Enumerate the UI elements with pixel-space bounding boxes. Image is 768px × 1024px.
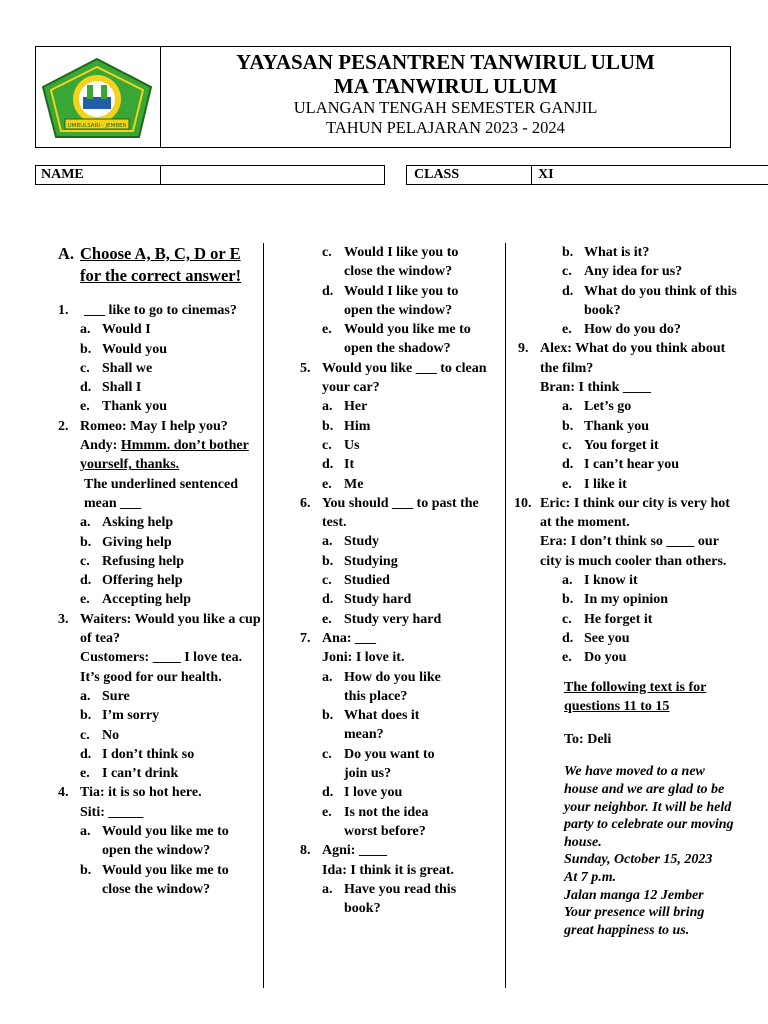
- name-label: NAME: [41, 167, 84, 182]
- option[interactable]: b. Him: [322, 418, 371, 434]
- option[interactable]: c. Us: [322, 437, 360, 453]
- option[interactable]: d. See you: [562, 630, 630, 646]
- question-8: 8. Agni: ____ Ida: I think it is great.: [300, 843, 454, 878]
- column-2: [300, 243, 500, 918]
- question-1-options: [58, 320, 263, 416]
- svg-text:UMBULSARI - JEMBER: UMBULSARI - JEMBER: [67, 123, 127, 129]
- passage-recipient: To: Deli: [564, 732, 612, 748]
- option[interactable]: b. Would you: [80, 341, 167, 357]
- option[interactable]: a. Sure: [80, 688, 130, 704]
- option[interactable]: c. Shall we: [80, 360, 153, 376]
- class-value: XI: [538, 167, 554, 182]
- option[interactable]: d. I can’t hear you: [562, 457, 680, 473]
- option[interactable]: e. Do you: [562, 650, 627, 666]
- exam-header: [35, 46, 731, 148]
- foundation-name: YAYASAN PESANTREN TANWIRUL ULUM: [236, 50, 655, 74]
- header-titles: [161, 47, 730, 147]
- class-label: CLASS: [414, 167, 460, 182]
- question-5: 5. Would you like ___ to clean your car?: [300, 360, 487, 396]
- question-7-options: [300, 668, 500, 842]
- option[interactable]: b. Thank you: [562, 418, 649, 434]
- option[interactable]: b. Giving help: [80, 534, 172, 550]
- question-6-options: [300, 532, 500, 628]
- option[interactable]: d. I don’t think so: [80, 746, 195, 762]
- question-8-options-cont: [540, 243, 765, 339]
- option[interactable]: d. Offering help: [80, 573, 183, 589]
- option[interactable]: a. I know it: [562, 573, 638, 589]
- option[interactable]: d. Study hard: [322, 592, 412, 608]
- name-field[interactable]: [35, 165, 385, 185]
- option[interactable]: b. I’m sorry: [80, 708, 160, 724]
- school-logo-icon: [41, 57, 154, 139]
- option[interactable]: a. Would I: [80, 322, 151, 338]
- option[interactable]: a. Have you read this book?: [322, 881, 457, 917]
- school-logo-cell: [36, 47, 161, 147]
- option[interactable]: c. Any idea for us?: [562, 264, 683, 280]
- option[interactable]: c. You forget it: [562, 437, 659, 453]
- question-2: 2. Romeo: May I help you? Andy: Hmmm. don’t bother yourself, thanks. The underlined sentenced mean ___: [58, 418, 249, 511]
- option[interactable]: d. Would I like you to open the window?: [322, 283, 459, 318]
- option[interactable]: c. No: [80, 727, 120, 743]
- option[interactable]: a. Let’s go: [562, 399, 632, 415]
- option[interactable]: e. I can’t drink: [80, 766, 179, 782]
- option[interactable]: e. I like it: [562, 476, 627, 492]
- passage-body: We have moved to a new house and we are glad to be your neighbor. It will be held party to celebrate our moving house. Sunday, October 15, 2023 At 7 p.m. Jalan manga 12 Jember Your presence will bring great happiness to us.: [564, 764, 734, 938]
- question-10: 10. Eric: I think our city is very hot at the moment. Era: I don’t think so ____ our city is much cooler than others.: [514, 495, 730, 569]
- option[interactable]: e. Me: [322, 476, 364, 492]
- column-divider: [505, 243, 506, 988]
- option[interactable]: e. Is not the idea worst before?: [322, 804, 429, 839]
- option[interactable]: a. Her: [322, 399, 368, 415]
- option[interactable]: e. Accepting help: [80, 592, 192, 608]
- option[interactable]: a. Study: [322, 534, 380, 550]
- option[interactable]: c. Studied: [322, 573, 390, 589]
- column-1: [58, 243, 263, 899]
- section-heading: A. Choose A, B, C, D or E for the correct answer!: [58, 244, 242, 285]
- class-field[interactable]: [406, 165, 768, 185]
- option[interactable]: a. How do you like this place?: [322, 669, 441, 704]
- option[interactable]: e. Study very hard: [322, 611, 442, 627]
- option[interactable]: a. Asking help: [80, 515, 174, 531]
- option[interactable]: c. Would I like you to close the window?: [322, 245, 459, 280]
- question-8-options: [300, 880, 500, 919]
- option[interactable]: d. I love you: [322, 785, 403, 801]
- option[interactable]: e. How do you do?: [562, 322, 681, 338]
- passage-intro: The following text is for questions 11 to 15: [564, 679, 707, 714]
- option[interactable]: c. Do you want to join us?: [322, 746, 435, 782]
- question-4-options: [58, 822, 263, 899]
- question-6: 6. You should ___ to past the test.: [300, 495, 479, 531]
- option[interactable]: b. Would you like me to close the window?: [80, 862, 229, 897]
- option[interactable]: b. What is it?: [562, 245, 650, 260]
- question-9-options: [540, 397, 765, 493]
- question-3: 3. Waiters: Would you like a cup of tea? Customers: ____ I love tea. It’s good for our health.: [58, 611, 261, 685]
- question-2-options: [58, 513, 263, 609]
- school-name: MA TANWIRUL ULUM: [333, 74, 558, 98]
- question-10-options: [540, 571, 765, 667]
- exam-name: ULANGAN TENGAH SEMESTER GANJIL: [293, 98, 598, 117]
- question-5-options: [300, 397, 500, 493]
- question-3-options: [58, 687, 263, 783]
- option[interactable]: d. Shall I: [80, 380, 142, 396]
- column-3: [514, 243, 765, 939]
- option[interactable]: d. What do you think of this book?: [562, 283, 737, 318]
- question-1: 1. ___ like to go to cinemas?: [58, 303, 237, 318]
- option[interactable]: d. It: [322, 457, 355, 473]
- option[interactable]: b. In my opinion: [562, 592, 669, 608]
- question-7: 7. Ana: ___ Joni: I love it.: [300, 630, 405, 666]
- column-divider: [263, 243, 264, 988]
- question-9: 9. Alex: What do you think about the film? Bran: I think ____: [518, 341, 726, 396]
- question-4: 4. Tia: it is so hot here. Siti: _____: [58, 785, 202, 820]
- option[interactable]: a. Would you like me to open the window?: [80, 824, 229, 859]
- option[interactable]: c. Refusing help: [80, 553, 185, 569]
- question-4-options-cont: [300, 243, 500, 359]
- option[interactable]: e. Would you like me to open the shadow?: [322, 322, 471, 357]
- option[interactable]: e. Thank you: [80, 399, 167, 415]
- option[interactable]: b. Studying: [322, 553, 398, 569]
- option[interactable]: c. He forget it: [562, 611, 653, 627]
- academic-year: TAHUN PELAJARAN 2023 - 2024: [326, 118, 565, 137]
- option[interactable]: b. What does it mean?: [322, 708, 420, 743]
